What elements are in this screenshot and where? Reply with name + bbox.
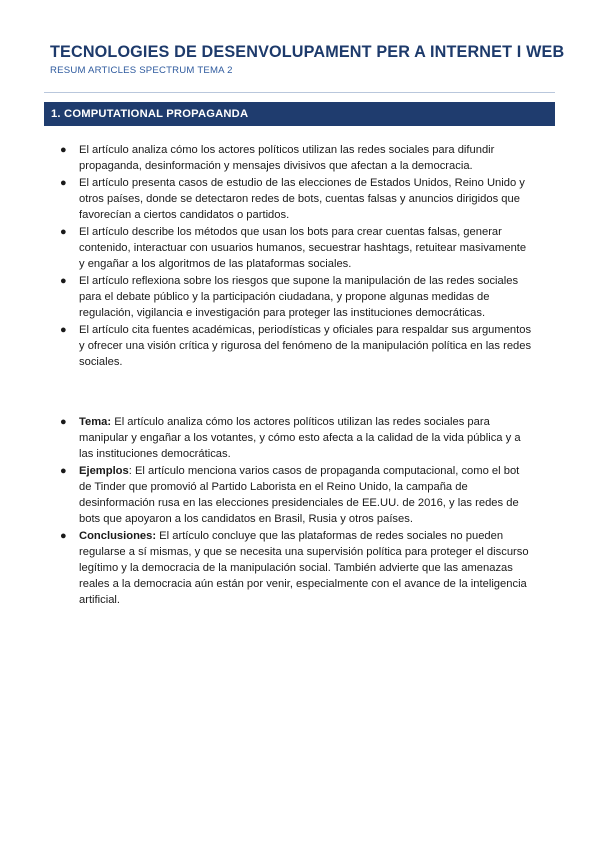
bullet-icon: ● — [60, 416, 67, 428]
list-item — [58, 414, 534, 462]
list-item — [58, 273, 534, 321]
bullet-icon: ● — [60, 530, 67, 542]
bullet-icon: ● — [60, 144, 67, 156]
bullet-icon: ● — [60, 324, 67, 336]
list-item-text: El artículo cita fuentes académicas, periodísticas y oficiales para respaldar sus argumentos y ofrecer una visión crítica y rigurosa del fenómeno de la manipulación política en las redes sociales. — [79, 324, 532, 368]
list-item — [58, 224, 534, 272]
detail-label: Tema: — [79, 416, 112, 428]
bullet-icon: ● — [60, 465, 67, 477]
list-item-text: El artículo describe los métodos que usan los bots para crear cuentas falsas, generar contenido, interactuar con usuarios humanos, secuestrar hashtags, retuitear masivamente y engañar a los algoritmos de las plataformas sociales. — [79, 226, 527, 270]
document-subtitle: RESUM ARTICLES SPECTRUM TEMA 2 — [50, 65, 233, 76]
detail-text: El artículo analiza cómo los actores políticos utilizan las redes sociales para manipular y engañar a los votantes, y cómo esto afecta a la calidad de la vida pública y a las instituciones democráticas. — [79, 416, 521, 460]
detail-label: Conclusiones: — [79, 530, 157, 542]
detail-label: Ejemplos — [79, 465, 129, 477]
bullet-icon: ● — [60, 275, 67, 287]
list-item — [58, 463, 534, 527]
header-divider — [44, 92, 555, 93]
list-item — [58, 528, 534, 608]
bullet-icon: ● — [60, 226, 67, 238]
list-item-text: El artículo presenta casos de estudio de las elecciones de Estados Unidos, Reino Unido y otros países, donde se detectaron redes de bots, cuentas falsas y anuncios dirigidos que favorecían a ciertos candidatos o partidos. — [79, 177, 525, 221]
document-header — [50, 42, 564, 76]
list-item — [58, 322, 534, 370]
document-title: TECNOLOGIES DE DESENVOLUPAMENT PER A INTERNET I WEB — [50, 43, 565, 61]
list-item-text: El artículo analiza cómo los actores políticos utilizan las redes sociales para difundir propaganda, desinformación y mensajes divisivos que afectan a la democracia. — [79, 144, 495, 172]
list-item-text: El artículo reflexiona sobre los riesgos que supone la manipulación de las redes sociales para el debate público y la participación ciudadana, y propone algunas medidas de regulación, vigilancia e investigación para proteger las instituciones democráticas. — [79, 275, 519, 319]
detail-text: El artículo concluye que las plataformas de redes sociales no pueden regularse a sí mismas, y que se necesita una supervisión política para proteger el discurso legítimo y la democracia de la manipulación social. También advierte que las amenazas reales a la democracia aún están por venir, especialmente con el avance de la inteligencia artificial. — [79, 530, 529, 606]
list-item — [58, 142, 534, 174]
section-heading-band — [44, 102, 555, 126]
bullet-icon: ● — [60, 177, 67, 189]
list-item — [58, 175, 534, 223]
summary-list — [58, 142, 534, 371]
detail-list — [58, 414, 534, 609]
detail-text: : El artículo menciona varios casos de propaganda computacional, como el bot de Tinder que promovió al Partido Laborista en el Reino Unido, la campaña de desinformación rusa en las elecciones presidenciales de EE.UU. de 2016, y las redes de bots que apoyaron a los candidatos en Brasil, Rusia y otros países. — [79, 465, 520, 525]
section-heading: 1. COMPUTATIONAL PROPAGANDA — [51, 108, 249, 120]
